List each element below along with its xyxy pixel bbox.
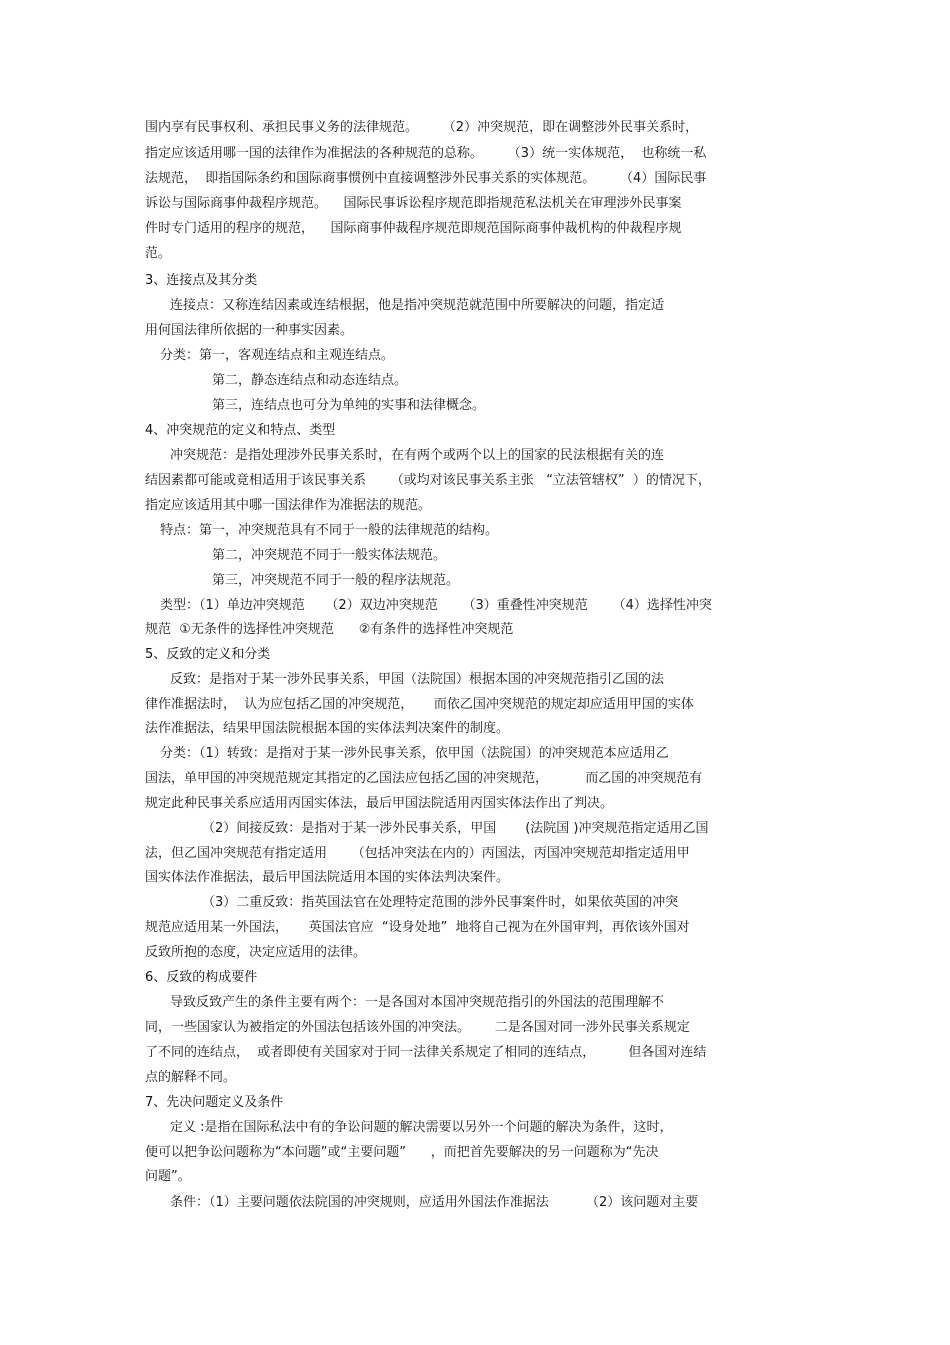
text-line: 国实体法作准据法，最后甲国法院适用本国的实体法判决案件。 (145, 870, 510, 885)
section-heading: 3、连接点及其分类 (145, 273, 258, 288)
text-line: 用何国法律所依据的一种事实因素。 (145, 323, 354, 338)
text-line: 问题”。 (145, 1169, 191, 1184)
text-line: 点的解释不同。 (145, 1070, 237, 1085)
section-heading: 5、反致的定义和分类 (145, 647, 271, 662)
text-line: 律作准据法时， 认为应包括乙国的冲突规范， 而依乙国冲突规范的规定却应适用甲国的实体 (145, 697, 694, 712)
text-line: 反致：是指对于某一涉外民事关系，甲国（法院国）根据本国的冲突规范指引乙国的法 (170, 672, 665, 687)
text-line: 分类：（1）转致：是指对于某一涉外民事关系，依甲国（法院国）的冲突规范本应适用乙 (160, 746, 669, 761)
text-line: 冲突规范：是指处理涉外民事关系时，在有两个或两个以上的国家的民法根据有关的连 (170, 448, 665, 463)
text-line: 第三，连结点也可分为单纯的实事和法律概念。 (212, 398, 486, 413)
text-line: 件时专门适用的程序的规范， 国际商事仲裁程序规范即规范国际商事仲裁机构的仲裁程序规 (145, 221, 682, 236)
text-line: 第三，冲突规范不同于一般的程序法规范。 (212, 573, 460, 588)
text-line: 法，但乙国冲突规范有指定适用 （包括冲突法在内的）丙国法，丙国冲突规范却指定适用甲 (145, 846, 690, 861)
text-line: 了不同的连结点， 或者即使有关国家对于同一法律关系规定了相同的连结点， 但各国对连结 (145, 1045, 707, 1060)
text-line: 同，一些国家认为被指定的外国法包括该外国的冲突法。 二是各国对同一涉外民事关系规定 (145, 1020, 690, 1035)
text-line: 国法，单甲国的冲突规范规定其指定的乙国法应包括乙国的冲突规范， 而乙国的冲突规范有 (145, 771, 703, 786)
text-line: 反致所抱的态度，决定应适用的法律。 (145, 945, 367, 960)
text-line: 规范应适用某一外国法， 英国法官应 “设身处地” 地将自己视为在外国审判，再依该外国对 (145, 920, 690, 935)
text-line: 导致反致产生的条件主要有两个：一是各国对本国冲突规范指引的外国法的范围理解不 (170, 995, 665, 1010)
text-line: 特点：第一，冲突规范具有不同于一般的法律规范的结构。 (160, 523, 499, 538)
section-heading: 4、冲突规范的定义和特点、类型 (145, 423, 336, 438)
text-line: 规定此种民事关系应适用丙国实体法，最后甲国法院适用丙国实体法作出了判决。 (145, 796, 614, 811)
section-heading: 6、反致的构成要件 (145, 970, 258, 985)
text-line: 第二，冲突规范不同于一般实体法规范。 (212, 548, 447, 563)
text-line: 便可以把争讼问题称为“本问题”或“主要问题” ，而把首先要解决的另一问题称为“先决 (145, 1145, 659, 1160)
text-line: 定义 :是指在国际私法中有的争讼问题的解决需要以另外一个问题的解决为条件，这时， (170, 1120, 673, 1135)
text-line: 规范 ①无条件的选择性冲突规范 ②有条件的选择性冲突规范 (145, 622, 514, 637)
text-line: 分类：第一，客观连结点和主观连结点。 (160, 348, 395, 363)
text-line: 类型：（1）单边冲突规范 （2）双边冲突规范 （3）重叠性冲突规范 （4）选择性冲突 (160, 598, 712, 613)
text-line: 法作准据法，结果甲国法院根据本国的实体法判决案件的制度。 (145, 721, 510, 736)
text-line: 结因素都可能或竟相适用于该民事关系 （或均对该民事关系主张 “立法管辖权” ）的情况下， (145, 473, 711, 488)
section-heading: 7、先决问题定义及条件 (145, 1095, 284, 1110)
text-line: 条件：（1）主要问题依法院国的冲突规则，应适用外国法作准据法 （2）该问题对主要 (170, 1195, 699, 1210)
text-line: 指定应该适用哪一国的法律作为准据法的各种规范的总称。 （3）统一实体规范， 也称统一私 (145, 146, 707, 161)
text-line: 第二，静态连结点和动态连结点。 (212, 373, 408, 388)
text-line: （2）间接反致：是指对于某一涉外民事关系，甲国 (法院国 )冲突规范指定适用乙国 (202, 821, 709, 836)
text-line: 指定应该适用其中哪一国法律作为准据法的规范。 (145, 498, 432, 513)
text-line: 诉讼与国际商事仲裁程序规范。 国际民事诉讼程序规范即指规范私法机关在审理涉外民事案 (145, 196, 682, 211)
text-line: 范。 (145, 246, 172, 261)
text-line: 连接点：又称连结因素或连结根据，他是指冲突规范就范围中所要解决的问题，指定适 (170, 298, 665, 313)
text-line: 围内享有民事权利、承担民事义务的法律规范。 （2）冲突规范，即在调整涉外民事关系时， (145, 120, 699, 135)
text-line: （3）二重反致：指英国法官在处理特定范围的涉外民事案件时，如果依英国的冲突 (202, 895, 679, 910)
text-line: 法规范， 即指国际条约和国际商事惯例中直接调整涉外民事关系的实体规范。 （4）国际民事 (145, 171, 707, 186)
